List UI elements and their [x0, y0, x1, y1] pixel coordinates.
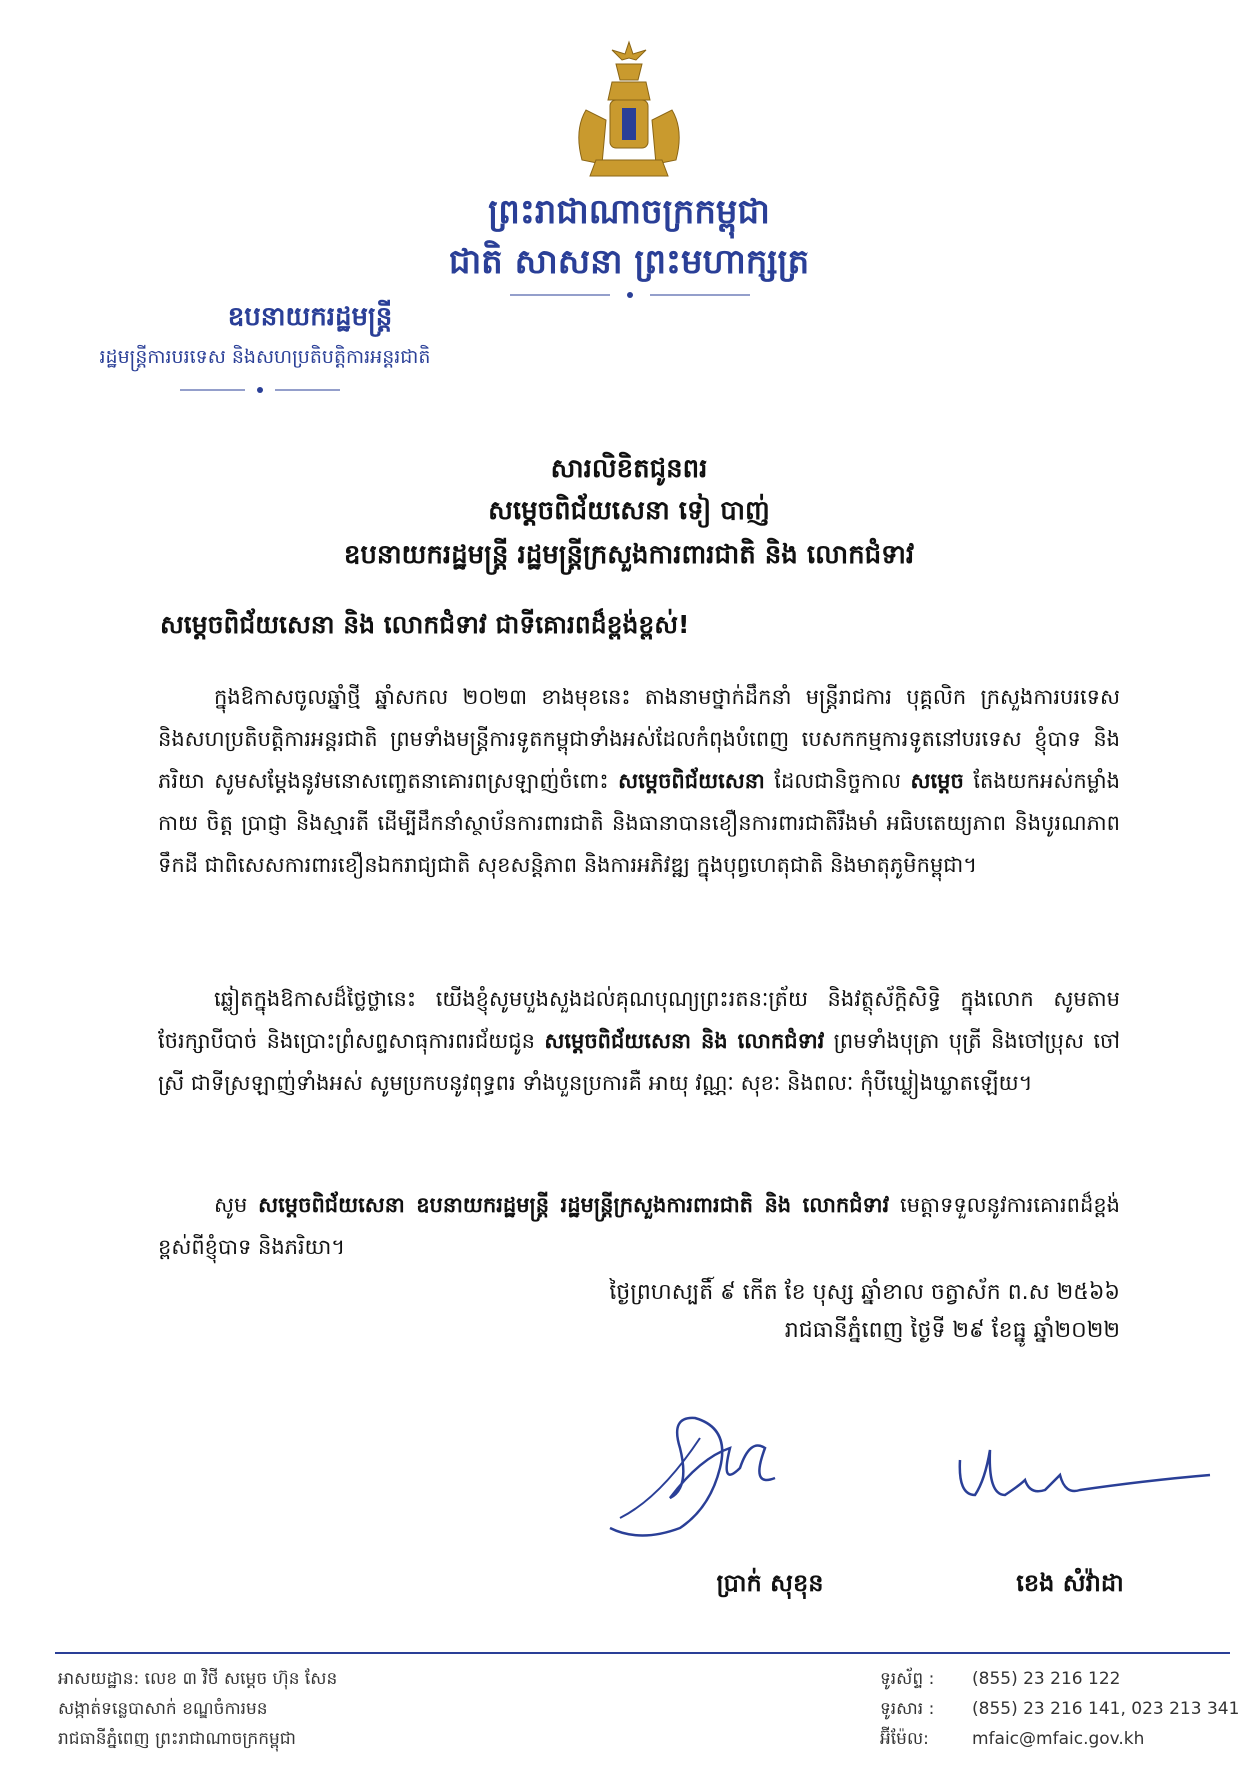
footer-divider — [55, 1652, 1230, 1654]
ornament-divider-icon — [180, 385, 340, 395]
p1-text-a: ក្នុងឱកាសចូលឆ្នាំថ្មី ឆ្នាំសកល ២០២៣ ខាងមុខនេះ តាងនាមថ្នាក់ដឹកនាំ មន្ត្រីរាជការ បុគ្គលិក ក្រសួងការបរទេស និងសហប្រតិបត្តិការអន្តរជាតិ ព្រមទាំងមន្ត្រីការទូតកម្ពុជាទាំងអស់ដែលកំពុងបំពេញ បេសកកម្មការទូតនៅបរទេស ខ្ញុំបាទ និងភរិយា សូមសម្តែងនូវមនោសញ្ចេតនាគោរពស្រឡាញ់ចំពោះ — [158, 685, 1120, 793]
email-value[interactable]: mfaic@mfaic.gov.kh — [972, 1729, 1145, 1749]
phone-value: (855) 23 216 122 — [972, 1669, 1121, 1689]
fax-row — [880, 1694, 1240, 1724]
salutation: សម្តេចពិជ័យសេនា និង លោកជំទាវ ជាទីគោរពដ៏ខ្ពង់ខ្ពស់! — [160, 610, 690, 639]
p1-text-d: សម្តេច — [910, 769, 964, 793]
p3-text-a: សូម — [214, 1193, 248, 1217]
fax-value: (855) 23 216 141, 023 213 341 — [972, 1699, 1240, 1719]
signatory-name-1: ប្រាក់ សុខុន — [716, 1569, 824, 1597]
recipient-title: ឧបនាយករដ្ឋមន្ត្រី រដ្ឋមន្ត្រីក្រសួងការពារជាតិ និង លោកជំទាវ — [343, 540, 915, 570]
royal-coat-of-arms-icon — [556, 40, 702, 180]
lunar-date: ថ្ងៃព្រហស្បតិ៍ ៩ កើត ខែ បុស្ស ឆ្នាំខាល ចត្វាស័ក ព.ស ២៥៦៦ — [609, 1280, 1120, 1305]
address-line-2: សង្កាត់ទន្លេបាសាក់ ខណ្ឌចំការមន — [58, 1699, 268, 1719]
office-subtitle: រដ្ឋមន្ត្រីការបរទេស និងសហប្រតិបត្តិការអន្តរជាតិ — [99, 346, 431, 368]
p3-text-b: សម្តេចពិជ័យសេនា ឧបនាយករដ្ឋមន្ត្រី រដ្ឋមន្ត្រីក្រសួងការពារជាតិ និង លោកជំទាវ — [258, 1193, 890, 1217]
solar-date: រាជធានីភ្នំពេញ ថ្ងៃទី ២៩ ខែធ្នូ ឆ្នាំ២០២២ — [784, 1318, 1120, 1343]
letter-heading: សារលិខិតជូនពរ — [550, 454, 708, 484]
recipient-name: សម្តេចពិជ័យសេនា ទៀ បាញ់ — [488, 496, 770, 526]
p1-text-b: សម្តេចពិជ័យសេនា — [618, 769, 765, 793]
signature-1-icon — [600, 1378, 820, 1548]
signature-2-icon — [950, 1440, 1220, 1510]
p1-text-e: តែងយកអស់កម្លាំងកាយ ចិត្ត ប្រាជ្ញា និងស្មារតី ដើម្បីដឹកនាំស្ថាប័នការពារជាតិ និងធានាបានខឿនការពារជាតិរឹងមាំ អធិបតេយ្យភាព និងបូរណភាពទឹកដី ជាពិសេសការពារខឿនឯករាជ្យជាតិ សុខសន្តិភាព និងការអភិវឌ្ឍ ក្នុងបុព្វហេតុជាតិ និងមាតុភូមិកម្ពុជា។ — [158, 769, 1120, 877]
p2-text-a: ឆ្លៀតក្នុងឱកាសដ៏ថ្លៃថ្លានេះ យើងខ្ញុំសូមបួងសួងដល់គុណបុណ្យព្រះរតនៈត្រ័យ និងវត្ថុស័ក្តិសិទ្ធិ ក្នុងលោក សូមតាមថែរក្សាបីបាច់ និងប្រោះព្រំសព្ទសាធុការពរជ័យជូន — [158, 987, 1120, 1053]
phone-row — [880, 1664, 1240, 1694]
p2-text-b: សម្តេចពិជ័យសេនា និង លោកជំទាវ — [544, 1029, 825, 1053]
footer-address — [58, 1664, 658, 1754]
footer-contacts — [880, 1664, 1240, 1754]
office-title: ឧបនាយករដ្ឋមន្ត្រី — [227, 302, 393, 332]
address-line-1: អាសយដ្ឋាន: លេខ ៣ វិថី សម្តេច ហ៊ុន សែន — [58, 1669, 338, 1689]
email-row — [880, 1724, 1240, 1754]
email-label: អ៊ីម៉ែល: — [880, 1729, 929, 1749]
p3-text-c: មេត្តាទទួលនូវការគោរពដ៏ខ្ពង់ខ្ពស់ពីខ្ញុំបាទ និងភរិយា។ — [158, 1193, 1120, 1259]
phone-label: ទូរស័ព្ទ : — [880, 1669, 935, 1689]
ornament-divider-icon — [510, 290, 750, 300]
body-paragraph-3 — [158, 1184, 1120, 1268]
national-motto: ជាតិ សាសនា ព្រះមហាក្សត្រ — [448, 242, 810, 282]
p2-text-c: ព្រមទាំងបុត្រា បុត្រី និងចៅប្រុស ចៅស្រី ជាទីស្រឡាញ់ទាំងអស់ សូមប្រកបនូវពុទ្ធពរ ទាំងបួនប្រការគឺ អាយុ វណ្ណៈ សុខៈ និងពលៈ កុំបីឃ្លៀងឃ្លាតឡើយ។ — [158, 1029, 1120, 1095]
body-paragraph-1 — [158, 676, 1120, 886]
body-paragraph-2 — [158, 978, 1120, 1104]
address-line-3: រាជធានីភ្នំពេញ ព្រះរាជាណាចក្រកម្ពុជា — [58, 1729, 296, 1749]
p1-text-c: ដែលជានិច្ចកាល — [774, 769, 901, 793]
signatory-name-2: ខេង សំវ៉ាដា — [1016, 1569, 1124, 1597]
fax-label: ទូរសារ : — [880, 1699, 935, 1719]
kingdom-title: ព្រះរាជាណាចក្រកម្ពុជា — [488, 192, 770, 232]
